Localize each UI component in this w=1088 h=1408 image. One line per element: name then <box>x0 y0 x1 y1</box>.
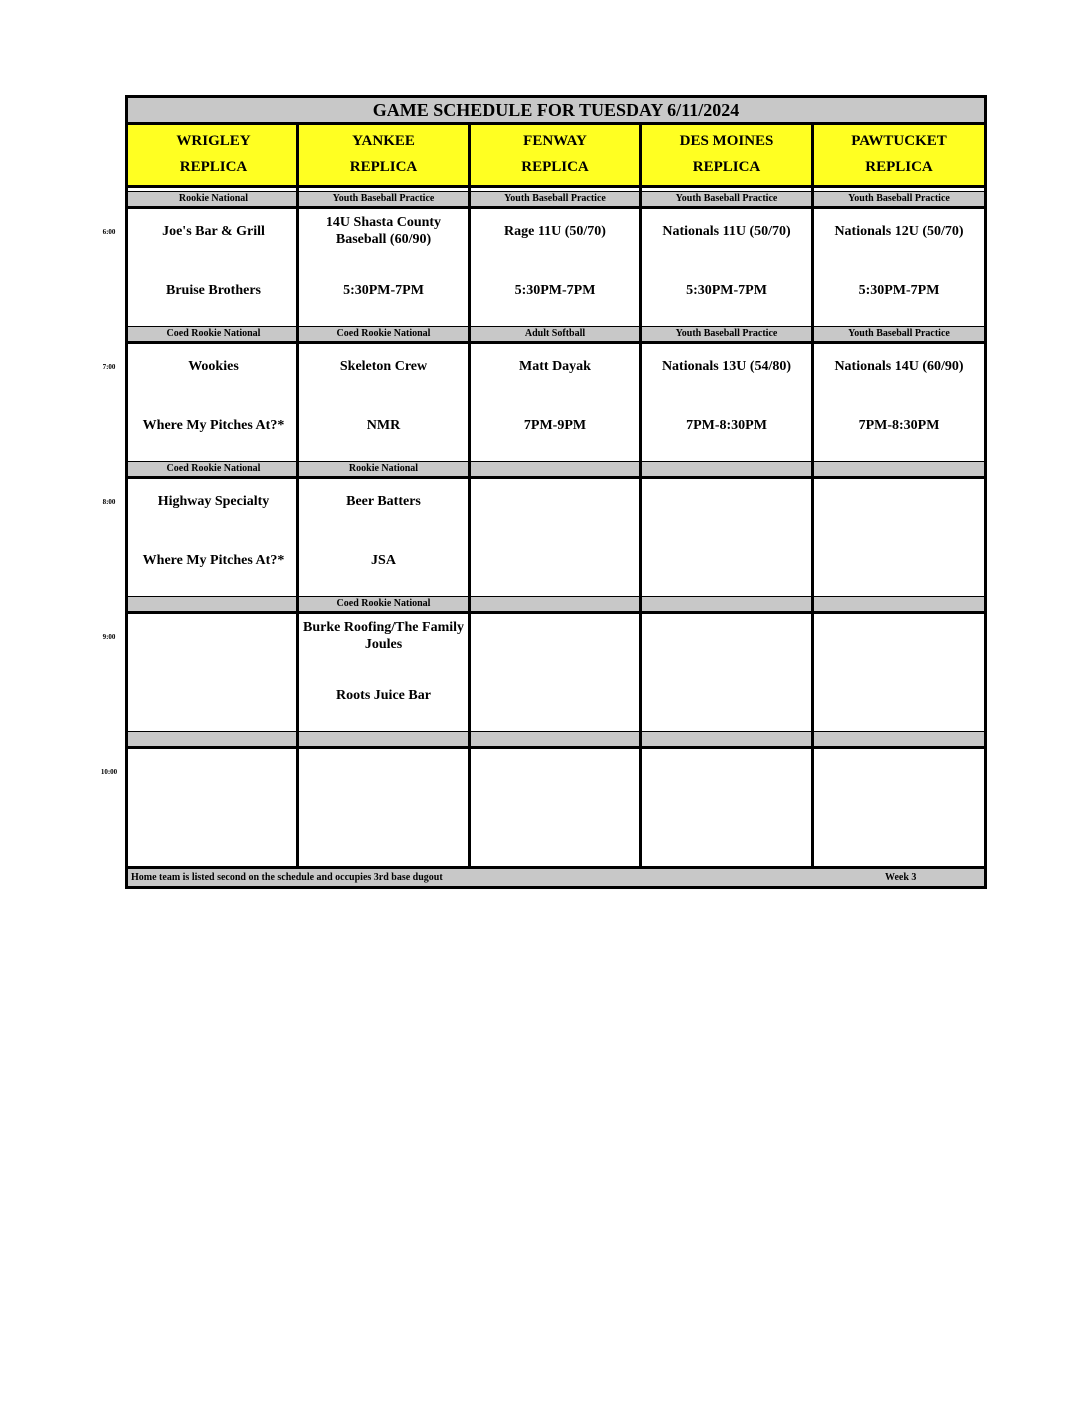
time-label: 6:00 <box>102 228 116 236</box>
league-label: Youth Baseball Practice <box>332 193 435 204</box>
league-label <box>642 597 811 611</box>
field-subtitle: REPLICA <box>521 159 589 175</box>
home-team: 7PM-8:30PM <box>858 418 940 433</box>
league-label: Rookie National <box>178 193 249 204</box>
league-label <box>128 597 299 611</box>
home-team: Where My Pitches At?* <box>142 418 285 433</box>
home-team-note: Home team is listed second on the schedule and occupies 3rd base dugout <box>131 872 443 883</box>
field-header <box>642 125 811 188</box>
away-team: Nationals 13U (54/80) <box>661 359 792 374</box>
home-team: 5:30PM-7PM <box>686 283 767 298</box>
field-header <box>814 125 984 188</box>
league-label: Youth Baseball Practice <box>675 193 778 204</box>
away-team: Matt Dayak <box>519 359 591 374</box>
league-label: Coed Rookie National <box>166 328 261 339</box>
home-team: JSA <box>371 553 396 568</box>
time-label: 9:00 <box>102 633 116 641</box>
home-team: 7PM-9PM <box>523 418 587 433</box>
league-label <box>814 597 984 611</box>
home-team: NMR <box>366 418 401 433</box>
league-label <box>642 462 811 476</box>
away-team: Burke Roofing/The Family Joules <box>303 620 465 652</box>
time-label: 7:00 <box>102 363 116 371</box>
away-team: Highway Specialty <box>157 494 270 509</box>
time-label: 10:00 <box>100 768 118 776</box>
league-label: Coed Rookie National <box>336 598 431 609</box>
column-divider <box>468 125 471 866</box>
column-divider <box>811 125 814 866</box>
home-team: Roots Juice Bar <box>336 688 431 703</box>
week-label: Week 3 <box>885 872 917 883</box>
away-team: Nationals 12U (50/70) <box>834 224 964 239</box>
schedule-title: GAME SCHEDULE FOR TUESDAY 6/11/2024 <box>128 98 984 125</box>
field-name: DES MOINES <box>679 133 774 149</box>
league-label <box>471 597 639 611</box>
league-label <box>814 462 984 476</box>
field-subtitle: REPLICA <box>349 159 418 175</box>
home-team: 5:30PM-7PM <box>858 283 940 298</box>
column-divider <box>639 125 642 866</box>
league-label: Youth Baseball Practice <box>504 193 606 204</box>
league-label <box>471 732 639 746</box>
away-team: Rage 11U (50/70) <box>504 224 606 239</box>
league-label: Youth Baseball Practice <box>675 328 778 339</box>
home-team: 7PM-8:30PM <box>686 418 767 433</box>
away-team: Nationals 14U (60/90) <box>834 359 964 374</box>
field-subtitle: REPLICA <box>692 159 761 175</box>
field-subtitle: REPLICA <box>179 159 248 175</box>
field-header <box>471 125 639 188</box>
league-label: Coed Rookie National <box>336 328 431 339</box>
league-label <box>471 462 639 476</box>
time-label: 8:00 <box>102 498 116 506</box>
away-team: Beer Batters <box>346 494 421 509</box>
home-team: Bruise Brothers <box>165 283 261 298</box>
league-label: Adult Softball <box>524 328 586 339</box>
home-team: 5:30PM-7PM <box>343 283 424 298</box>
league-label <box>642 732 811 746</box>
away-team: Joe's Bar & Grill <box>162 224 265 239</box>
field-name: PAWTUCKET <box>851 133 947 149</box>
home-team: Where My Pitches At?* <box>142 553 285 568</box>
field-name: WRIGLEY <box>176 133 251 149</box>
league-label: Youth Baseball Practice <box>848 328 950 339</box>
away-team: Wookies <box>188 359 239 374</box>
away-team: Nationals 11U (50/70) <box>662 224 791 239</box>
field-header <box>299 125 468 188</box>
home-team: 5:30PM-7PM <box>514 283 596 298</box>
league-label: Rookie National <box>348 463 419 474</box>
field-name: FENWAY <box>523 133 587 149</box>
field-subtitle: REPLICA <box>865 159 933 175</box>
away-team: 14U Shasta County Baseball (60/90) <box>325 215 442 247</box>
game-schedule-table <box>125 95 987 889</box>
league-label: Youth Baseball Practice <box>848 193 950 204</box>
league-label: Coed Rookie National <box>166 463 261 474</box>
field-header <box>128 125 299 188</box>
league-label <box>128 732 299 746</box>
field-name: YANKEE <box>352 133 415 149</box>
away-team: Skeleton Crew <box>339 359 428 374</box>
league-label <box>814 732 984 746</box>
column-divider <box>296 125 299 866</box>
league-label <box>299 732 468 746</box>
schedule-footer <box>128 866 984 886</box>
